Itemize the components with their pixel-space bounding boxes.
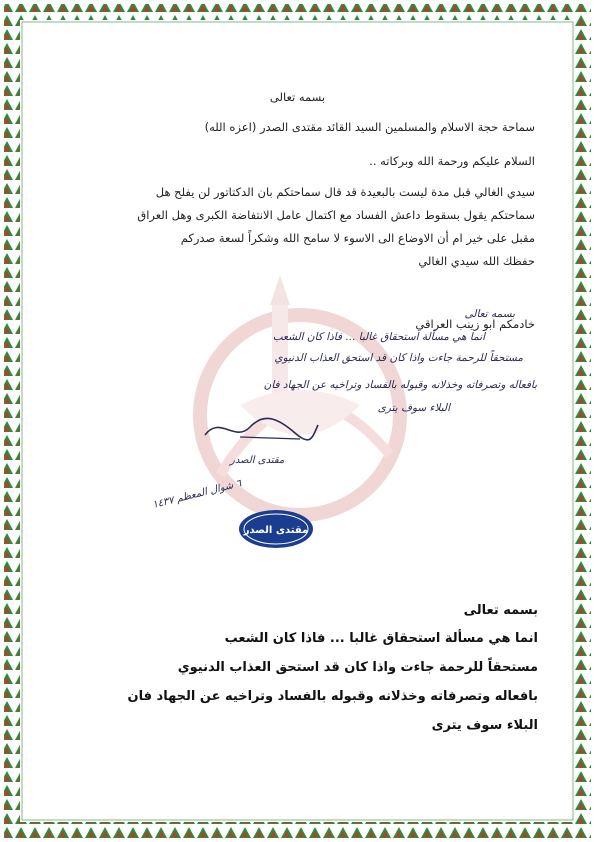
watermark-logo — [150, 265, 450, 525]
handwritten-signature — [200, 405, 320, 450]
handwritten-reply-line: بسمه تعالى — [464, 308, 515, 320]
letter-body-line: سماحتكم يقول بسقوط داعش الفساد مع اكتمال عامل الانتفاضة الكبرى وهل العراق — [137, 208, 535, 222]
letter-title: بسمه تعالى — [269, 90, 326, 104]
letter-signer: خادمكم ابو زينب العراقي — [415, 317, 535, 331]
transcription-line: البلاء سوف يترى — [431, 718, 538, 733]
stamp-text: مقتدى الصدر — [243, 525, 309, 536]
signature-name: مقتدى الصدر — [230, 455, 285, 466]
letter-body-line: مقبل على خير ام أن الاوضاع الى الاسوء لا سامح الله وشكراً لسعة صدركم — [180, 231, 535, 245]
letter-greeting: السلام عليكم ورحمة الله وبركاته .. — [369, 154, 535, 168]
letter-body-line: حفظك الله سيدي الغالي — [418, 254, 535, 268]
letter-body — [58, 181, 535, 273]
transcription-line: انما هي مسألة استحقاق غالبا ... فاذا كان الشعب — [224, 631, 538, 646]
handwritten-reply-line: البلاء سوف يترى — [377, 402, 450, 414]
transcription-title: بسمه تعالى — [463, 603, 538, 618]
handwritten-reply-line: انما هي مسألة استحقاق غالبا ... فاذا كان الشعب — [272, 331, 485, 343]
signature-date: ٦ شوال المعظم ١٤٣٧ — [151, 478, 243, 511]
reply-transcription — [58, 598, 538, 740]
handwritten-reply-line: بافعاله وتصرفاته وخذلانه وقبوله بالفساد وتراخيه عن الجهاد فان — [263, 379, 537, 391]
letter-body-line: سيدي الغالي قبل مدة ليست بالبعيدة قد قال سماحتكم بان الدكتاتور لن يفلح هل — [155, 185, 535, 199]
transcription-line: مستحقاً للرحمة جاءت واذا كان قد استحق العذاب الدنيوي — [177, 660, 538, 675]
letter-addressee: سماحة حجة الاسلام والمسلمين السيد القائد مقتدى الصدر (اعزه الله) — [204, 120, 535, 134]
transcription-line: بافعاله وتصرفاته وخذلانه وقبوله بالفساد وتراخيه عن الجهاد فان — [127, 689, 538, 704]
official-stamp — [237, 508, 315, 550]
handwritten-reply-line: مستحقاً للرحمة جاءت واذا كان قد استحق العذاب الدنيوي — [274, 352, 523, 364]
